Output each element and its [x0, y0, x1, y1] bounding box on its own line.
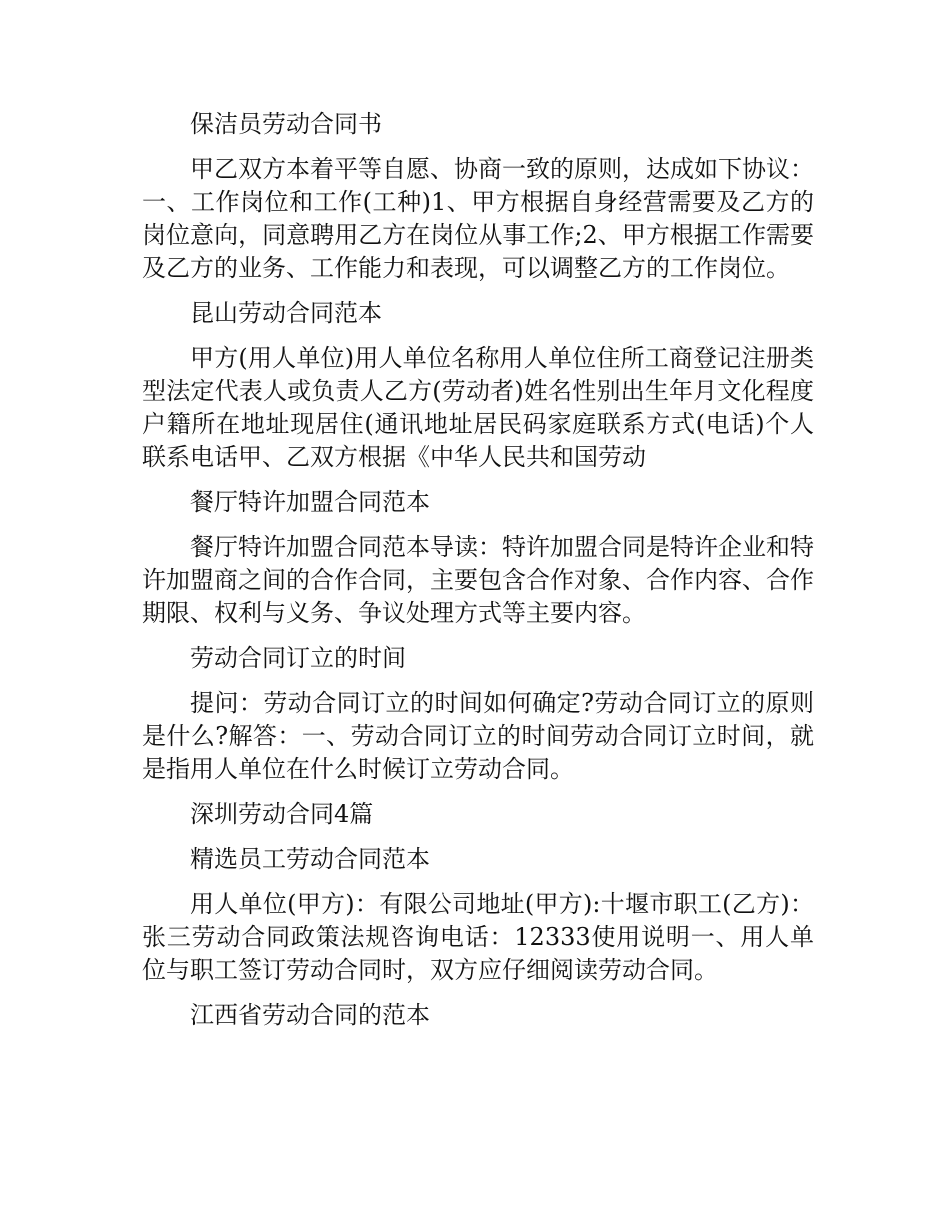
- section-heading: 餐厅特许加盟合同范本: [190, 488, 430, 516]
- paragraph: 餐厅特许加盟合同范本导读：特许加盟合同是特许企业和特许加盟商之间的合作合同，主要包含合作对象、合作内容、合作期限、权利与义务、争议处理方式等主要内容。: [142, 533, 814, 627]
- section-heading: 保洁员劳动合同书: [190, 110, 382, 138]
- paragraph: 甲乙双方本着平等自愿、协商一致的原则，达成如下协议：一、工作岗位和工作(工种)1、甲方根据自身经营需要及乙方的岗位意向，同意聘用乙方在岗位从事工作;2、甲方根据工作需要及乙方的业务、工作能力和表现，可以调整乙方的工作岗位。: [142, 155, 814, 282]
- section-heading: 江西省劳动合同的范本: [190, 1001, 430, 1029]
- section-heading: 深圳劳动合同4篇: [190, 800, 374, 828]
- section-heading: 精选员工劳动合同范本: [190, 845, 430, 873]
- section-heading: 劳动合同订立的时间: [190, 644, 406, 672]
- section-heading: 昆山劳动合同范本: [190, 299, 382, 327]
- paragraph: 甲方(用人单位)用人单位名称用人单位住所工商登记注册类型法定代表人或负责人乙方(劳动者)姓名性别出生年月文化程度户籍所在地址现居住(通讯地址居民码家庭联系方式(电话)个人联系电话甲、乙双方根据《中华人民共和国劳动: [142, 344, 814, 471]
- paragraph: 提问：劳动合同订立的时间如何确定?劳动合同订立的原则是什么?解答：一、劳动合同订立的时间劳动合同订立时间，就是指用人单位在什么时候订立劳动合同。: [142, 689, 814, 783]
- paragraph: 用人单位(甲方)：有限公司地址(甲方):十堰市职工(乙方)：张三劳动合同政策法规咨询电话：12333使用说明一、用人单位与职工签订劳动合同时，双方应仔细阅读劳动合同。: [142, 890, 814, 984]
- document-page: [142, 108, 814, 1044]
